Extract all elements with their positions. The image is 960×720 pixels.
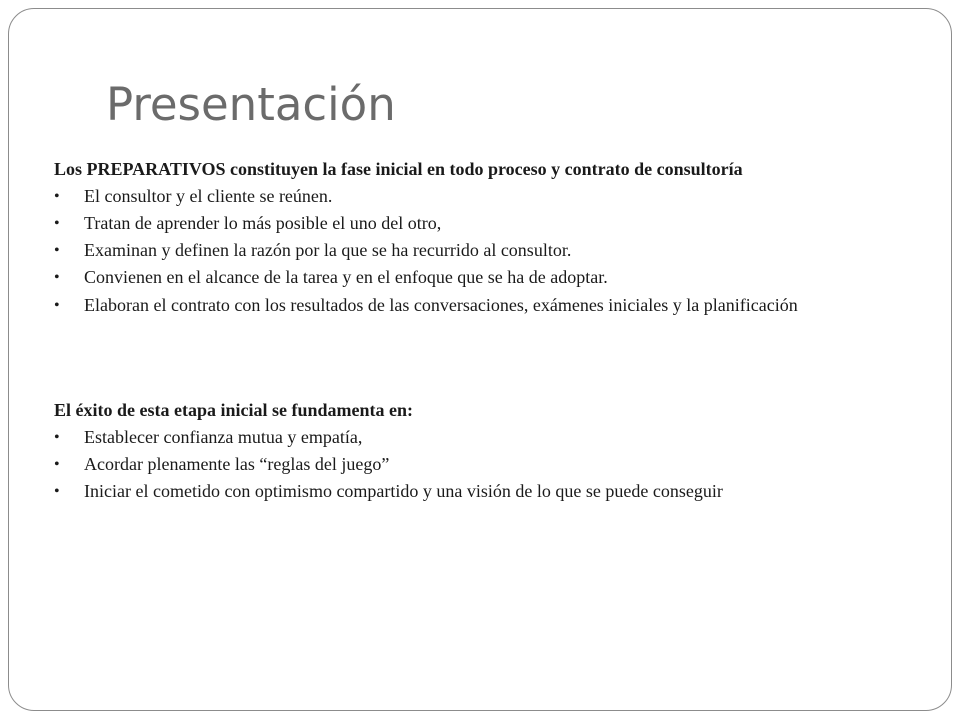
step-item (54, 264, 907, 291)
bullet-icon: • (54, 242, 60, 259)
intro-paragraph: Los PREPARATIVOS constituyen la fase inicial en todo proceso y contrato de consultoría (54, 159, 743, 179)
slide-title: Presentación (106, 78, 396, 131)
slide-body (54, 156, 907, 505)
bullet-icon: • (54, 269, 60, 286)
step-item (54, 237, 907, 264)
step-item (54, 183, 907, 210)
step-item (54, 210, 907, 237)
step-text: Convienen en el alcance de la tarea y en el enfoque que se ha de adoptar. (84, 267, 608, 287)
step-text: Elaboran el contrato con los resultados de las conversaciones, exámenes iniciales y la planificación (84, 295, 798, 315)
success-factor-item (54, 478, 907, 505)
success-factor-item (54, 424, 907, 451)
success-factor-text: Iniciar el cometido con optimismo compartido y una visión de lo que se puede conseguir (84, 481, 723, 501)
success-factor-text: Establecer confianza mutua y empatía, (84, 427, 363, 447)
bullet-icon: • (54, 297, 60, 314)
success-heading: El éxito de esta etapa inicial se fundamenta en: (54, 400, 413, 420)
success-factors-list (54, 424, 907, 505)
bullet-icon: • (54, 215, 60, 232)
step-text: El consultor y el cliente se reúnen. (84, 186, 333, 206)
bullet-icon: • (54, 188, 60, 205)
bullet-icon: • (54, 429, 60, 446)
success-factor-text: Acordar plenamente las “reglas del juego” (84, 454, 390, 474)
bullet-icon: • (54, 483, 60, 500)
step-text: Tratan de aprender lo más posible el uno del otro, (84, 213, 442, 233)
success-factor-item (54, 451, 907, 478)
steps-list (54, 183, 907, 320)
bullet-icon: • (54, 456, 60, 473)
step-item (54, 291, 907, 320)
step-text: Examinan y definen la razón por la que se ha recurrido al consultor. (84, 240, 572, 260)
